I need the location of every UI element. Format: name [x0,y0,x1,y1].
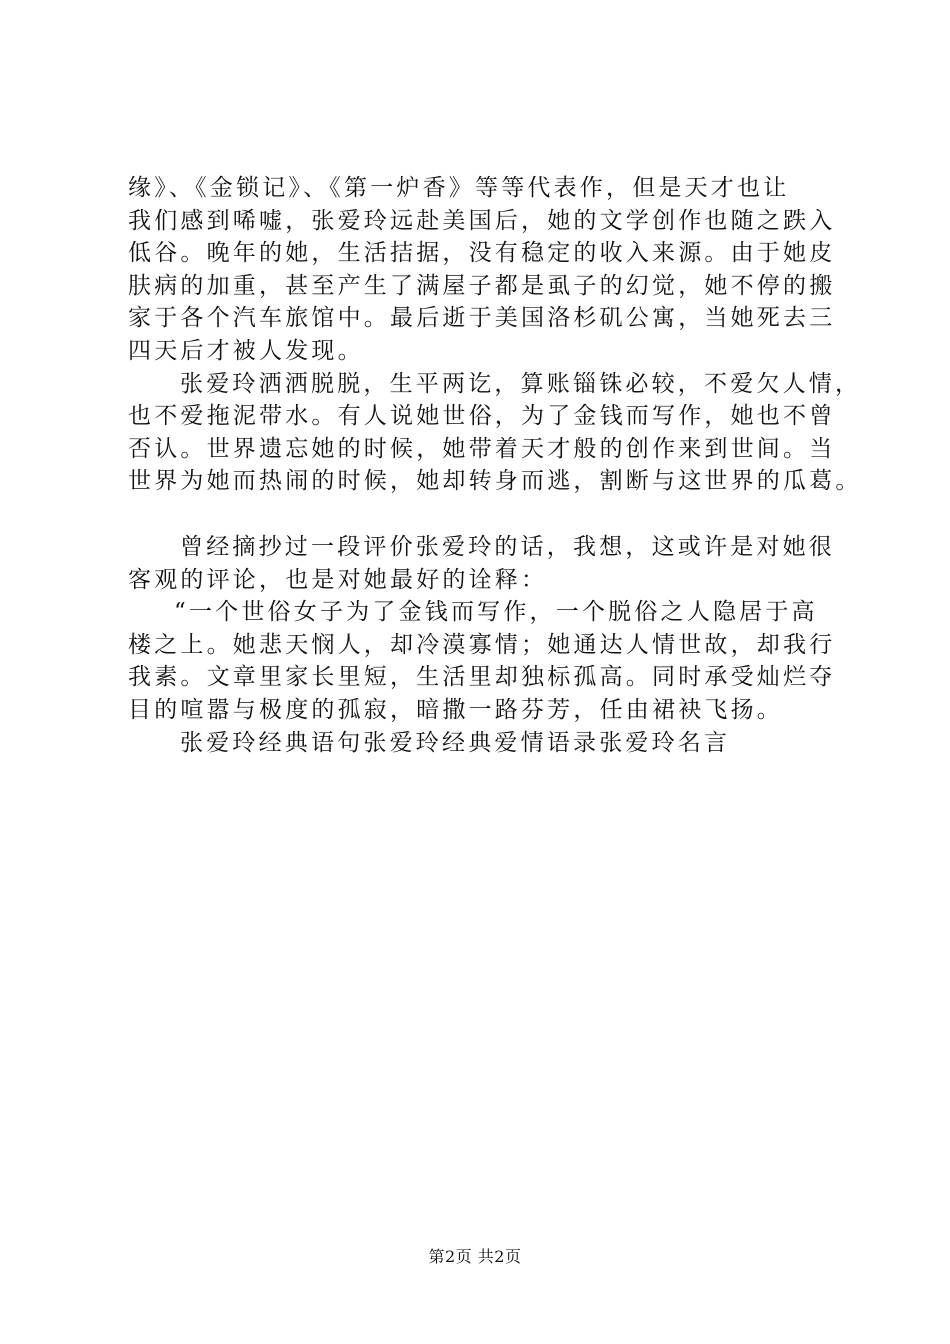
document-body [128,172,862,759]
text-line: 张爱玲经典语句张爱玲经典爱情语录张爱玲名言 [180,729,731,756]
text-line: 张爱玲洒洒脱脱，生平两讫，算账锱铢必较，不爱欠人情， [180,370,862,397]
paragraph-3 [128,531,848,596]
paragraph-1 [128,172,848,368]
paragraph-4-quote [128,596,848,726]
text-line: 缘》、《金锁记》、《第一炉香》等等代表作，但是天才也让 [128,175,790,201]
text-line: “一个世俗女子为了金钱而写作，一个脱俗之人隐居于高 [174,599,818,626]
text-line: 我们感到唏嘘，张爱玲远赴美国后，她的文学创作也随之跌入 [128,207,836,234]
text-line: 否认。世界遗忘她的时候，她带着天才般的创作来到世间。当 [128,435,836,462]
paragraph-spacer [128,498,848,531]
text-line: 我素。文章里家长里短，生活里却独标孤高。同时承受灿烂夺 [128,664,836,691]
paragraph-2 [128,368,862,498]
page-number-footer: 第2页 共2页 [428,1247,522,1266]
text-line: 低谷。晚年的她，生活拮据，没有稳定的收入来源。由于她皮 [128,240,836,267]
text-line: 家于各个汽车旅馆中。最后逝于美国洛杉矶公寓，当她死去三 [128,305,836,332]
text-line: 也不爱拖泥带水。有人说她世俗，为了金钱而写作，她也不曾 [128,403,836,430]
text-line: 客观的评论，也是对她最好的诠释： [128,566,548,593]
text-line: 世界为她而热闹的时候，她却转身而逃，割断与这世界的瓜葛。 [128,468,862,495]
text-line: 目的喧嚣与极度的孤寂，暗撒一路芬芳，任由裙袂飞扬。 [128,696,783,723]
text-line: 肤病的加重，甚至产生了满屋子都是虱子的幻觉，她不停的搬 [128,272,836,299]
paragraph-5 [128,727,848,760]
text-line: 四天后才被人发现。 [128,337,364,364]
text-line: 楼之上。她悲天悯人，却冷漠寡情；她通达人情世故，却我行 [128,631,836,658]
text-line: 曾经摘抄过一段评价张爱玲的话，我想，这或许是对她很 [180,533,835,560]
